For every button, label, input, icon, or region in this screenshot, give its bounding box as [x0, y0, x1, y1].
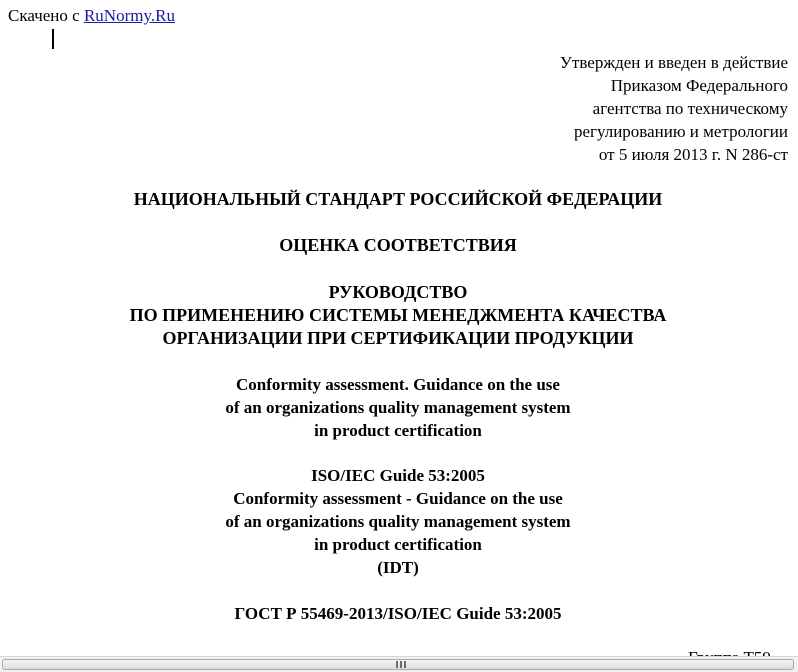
iso-line: Conformity assessment - Guidance on the use — [233, 489, 563, 508]
horizontal-scrollbar[interactable] — [0, 656, 798, 672]
document-title — [0, 281, 796, 350]
title-line: РУКОВОДСТВО — [328, 282, 468, 302]
approval-line: агентства по техническому — [592, 99, 788, 118]
iso-reference — [0, 464, 796, 579]
section-heading: ОЦЕНКА СООТВЕТСТВИЯ — [279, 235, 517, 255]
title-line: ПО ПРИМЕНЕНИЮ СИСТЕМЫ МЕНЕДЖМЕНТА КАЧЕСТВА — [129, 305, 667, 325]
english-title — [0, 373, 796, 442]
approval-line: Утвержден и введен в действие — [559, 53, 788, 72]
grip-icon — [396, 661, 406, 668]
text-cursor — [52, 29, 54, 49]
english-title-line: Conformity assessment. Guidance on the use — [236, 375, 560, 394]
english-title-line: in product certification — [314, 421, 482, 440]
iso-line: in product certification — [314, 535, 482, 554]
source-prefix: Скачено с — [8, 6, 84, 25]
iso-line: (IDT) — [377, 558, 419, 577]
title-line: ОРГАНИЗАЦИИ ПРИ СЕРТИФИКАЦИИ ПРОДУКЦИИ — [162, 328, 634, 348]
approval-line: от 5 июля 2013 г. N 286-ст — [598, 145, 788, 164]
gost-number: ГОСТ Р 55469-2013/ISO/IEC Guide 53:2005 — [234, 604, 562, 623]
english-title-line: of an organizations quality management system — [225, 398, 571, 417]
scrollbar-thumb[interactable] — [2, 659, 794, 670]
iso-line: of an organizations quality management system — [225, 512, 571, 531]
approval-line: регулированию и метрологии — [573, 122, 788, 141]
source-line — [8, 6, 175, 26]
approval-line: Приказом Федерального — [610, 76, 788, 95]
source-link[interactable]: RuNormy.Ru — [83, 6, 175, 25]
iso-line: ISO/IEC Guide 53:2005 — [311, 466, 485, 485]
approval-block — [388, 51, 788, 166]
national-standard-heading: НАЦИОНАЛЬНЫЙ СТАНДАРТ РОССИЙСКОЙ ФЕДЕРАЦИИ — [133, 189, 663, 209]
